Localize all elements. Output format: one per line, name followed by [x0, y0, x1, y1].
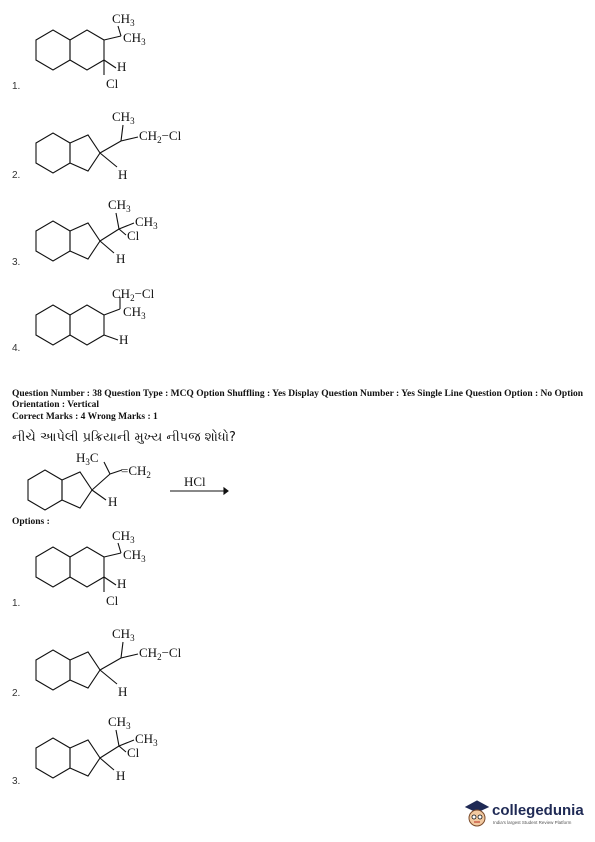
- label-h: H: [118, 167, 128, 182]
- structure-option-1: [20, 8, 180, 93]
- answer-option-1[interactable]: [20, 525, 180, 610]
- label-cl: Cl: [106, 76, 119, 91]
- answer-option-2[interactable]: [20, 622, 200, 702]
- logo-name: collegedunia: [492, 802, 584, 819]
- option-number: 1.: [12, 81, 21, 92]
- label-h: H: [118, 684, 128, 699]
- label-h3c: $H_3C$: [76, 450, 99, 467]
- question-marks: Correct Marks : 4 Wrong Marks : 1: [12, 412, 158, 422]
- label-h: H: [116, 251, 126, 266]
- label-right: $CH_3$: [123, 304, 146, 321]
- graduate-mascot-icon: [462, 798, 492, 830]
- label-top: $CH_3$: [112, 528, 135, 545]
- label-h: H: [108, 494, 118, 509]
- label-cl: Cl: [127, 228, 140, 243]
- label-right: $CH_2-Cl$: [139, 128, 182, 145]
- option-number: 4.: [12, 343, 21, 354]
- reaction-scheme: [12, 448, 252, 513]
- label-right: $CH_3$: [123, 30, 146, 47]
- label-cl: Cl: [127, 745, 140, 760]
- label-h: H: [119, 332, 129, 347]
- label-top: $CH_3$: [112, 109, 135, 126]
- label-cl: Cl: [106, 593, 119, 608]
- label-h: H: [116, 768, 126, 783]
- option-number: 2.: [12, 688, 21, 699]
- label-ch2: $=CH_2$: [121, 463, 151, 480]
- label-right: $CH_3$: [123, 547, 146, 564]
- structure-option-3: [20, 195, 190, 275]
- label-h: H: [117, 576, 127, 591]
- question-meta: Question Number : 38 Question Type : MCQ Option Shuffling : Yes Display Question Number : Yes Single Line Question Option : No Option Orientation : Vertical: [12, 389, 584, 410]
- label-top: $CH_3$: [108, 714, 131, 731]
- option-number: 3.: [12, 776, 21, 787]
- collegedunia-logo[interactable]: [462, 796, 588, 832]
- options-heading: Options :: [12, 517, 50, 527]
- structure-option-4: [20, 285, 200, 355]
- label-top: $CH_3$: [112, 626, 135, 643]
- reagent-label: HCl: [184, 474, 206, 489]
- answer-option-3[interactable]: [20, 712, 190, 792]
- label-right: $CH_2-Cl$: [139, 645, 182, 662]
- logo-tagline: India's largest Student Review Platform: [493, 820, 572, 825]
- label-h: H: [117, 59, 127, 74]
- option-number: 2.: [12, 170, 21, 181]
- label-top: $CH_2-Cl$: [112, 286, 155, 303]
- option-number: 1.: [12, 598, 21, 609]
- option-number: 3.: [12, 257, 21, 268]
- label-right: $CH_3$: [135, 731, 158, 748]
- label-top: $CH_3$: [112, 11, 135, 28]
- label-top: $CH_3$: [108, 197, 131, 214]
- label-right: $CH_3$: [135, 214, 158, 231]
- structure-option-2: [20, 105, 200, 185]
- question-text: નીચે આપેલી પ્રક્રિયાની મુખ્ય નીપજ શોધો?: [12, 430, 236, 445]
